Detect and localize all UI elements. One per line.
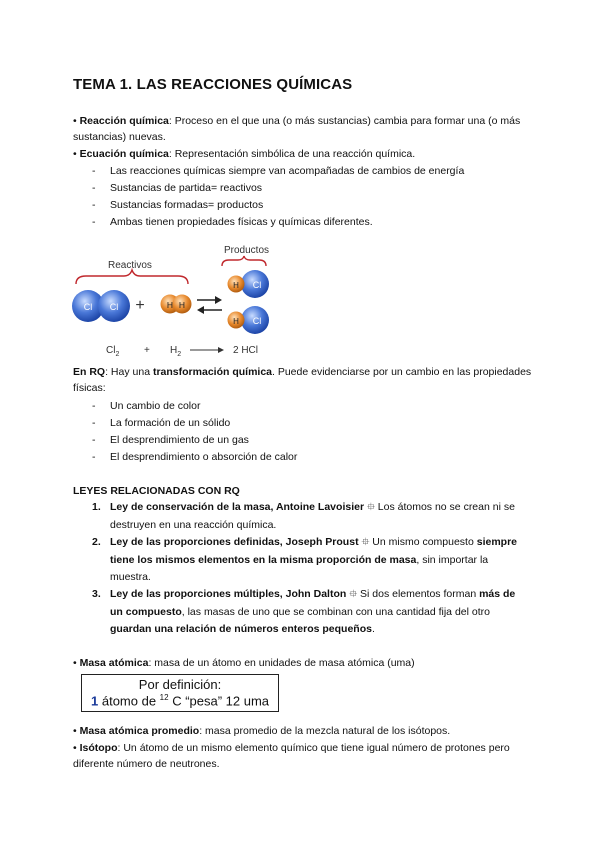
list-item: - Las reacciones químicas siempre van acompañadas de cambios de energía xyxy=(92,165,465,177)
list-item: - Sustancias formadas= productos xyxy=(92,199,264,211)
paragraph-rq: En RQ: Hay una transformación química. Puede evidenciarse por un cambio en las propiedades físicas: xyxy=(73,366,532,394)
h-symbol: H xyxy=(233,281,239,290)
reactivos-label: Reactivos xyxy=(108,260,152,271)
cl-symbol: Cl xyxy=(252,316,262,326)
list-item: - El desprendimiento de un gas xyxy=(92,434,249,446)
plus-sign: + xyxy=(135,297,145,314)
equation-arrow-icon xyxy=(190,347,224,353)
list-item: - La formación de un sólido xyxy=(92,417,231,429)
h-symbol: H xyxy=(233,317,239,326)
law-item-2: 2. Ley de las proporciones definidas, Joseph Proust ⯐ Un mismo compuesto siempre tiene los mismos elementos en la misma proporción de masa, sin importar la muestra. xyxy=(92,536,518,583)
list-item: - Ambas tienen propiedades físicas y químicas diferentes. xyxy=(92,216,373,228)
cl-symbol: Cl xyxy=(83,302,93,312)
equilibrium-arrows-icon xyxy=(197,296,222,314)
definition-reaccion: • Reacción química: Proceso en el que una (o más sustancias) cambia para formar una (o más sustancias) nuevas. xyxy=(73,115,521,143)
equation-hcl: 2 HCl xyxy=(233,345,259,356)
list-item: - Sustancias de partida= reactivos xyxy=(92,182,263,194)
reaction-diagram xyxy=(66,240,296,365)
definition-masa-promedio: • Masa atómica promedio: masa promedio de la mezcla natural de los isótopos. xyxy=(73,725,451,737)
section-heading-leyes: LEYES RELACIONADAS CON RQ xyxy=(73,485,240,497)
definition-isotopo: • Isótopo: Un átomo de un mismo elemento químico que tiene igual número de protones pero diferente número de neutrones. xyxy=(73,742,510,770)
definition-box-title: Por definición: xyxy=(138,677,222,692)
productos-label: Productos xyxy=(224,245,270,256)
definition-ecuacion: • Ecuación química: Representación simbólica de una reacción química. xyxy=(73,148,416,160)
h-symbol: H xyxy=(178,300,186,310)
list-item: - El desprendimiento o absorción de calor xyxy=(92,451,298,463)
definition-box-statement: 1 átomo de $^{12}$ C “pesa” 12 uma xyxy=(91,693,270,709)
list-item: - Un cambio de color xyxy=(92,400,201,412)
definition-masa-atomica: • Masa atómica: masa de un átomo en unidades de masa atómica (uma) xyxy=(73,657,415,669)
cl-symbol: Cl xyxy=(252,280,262,290)
law-item-3: 3. Ley de las proporciones múltiples, John Dalton ⯐ Si dos elementos forman más de un compuesto, las masas de uno que se combinan con una cantidad fija del otro guardan una relación de números enteros pequeños. xyxy=(92,588,516,635)
equation-h2: $H_2$ xyxy=(170,345,182,358)
definition-box xyxy=(81,674,279,712)
law-item-1: 1. Ley de conservación de la masa, Antoine Lavoisier ⯐ Los átomos no se crean ni se destruyen en una reacción química. xyxy=(92,501,515,531)
h-symbol: H xyxy=(166,300,174,310)
equation-plus: + xyxy=(144,345,150,356)
productos-brace xyxy=(222,256,266,266)
cl-symbol: Cl xyxy=(109,302,119,312)
reactivos-brace xyxy=(76,270,188,284)
equation-cl2: $Cl_2$ xyxy=(106,345,120,358)
page-title: TEMA 1. LAS REACCIONES QUÍMICAS xyxy=(73,76,353,93)
